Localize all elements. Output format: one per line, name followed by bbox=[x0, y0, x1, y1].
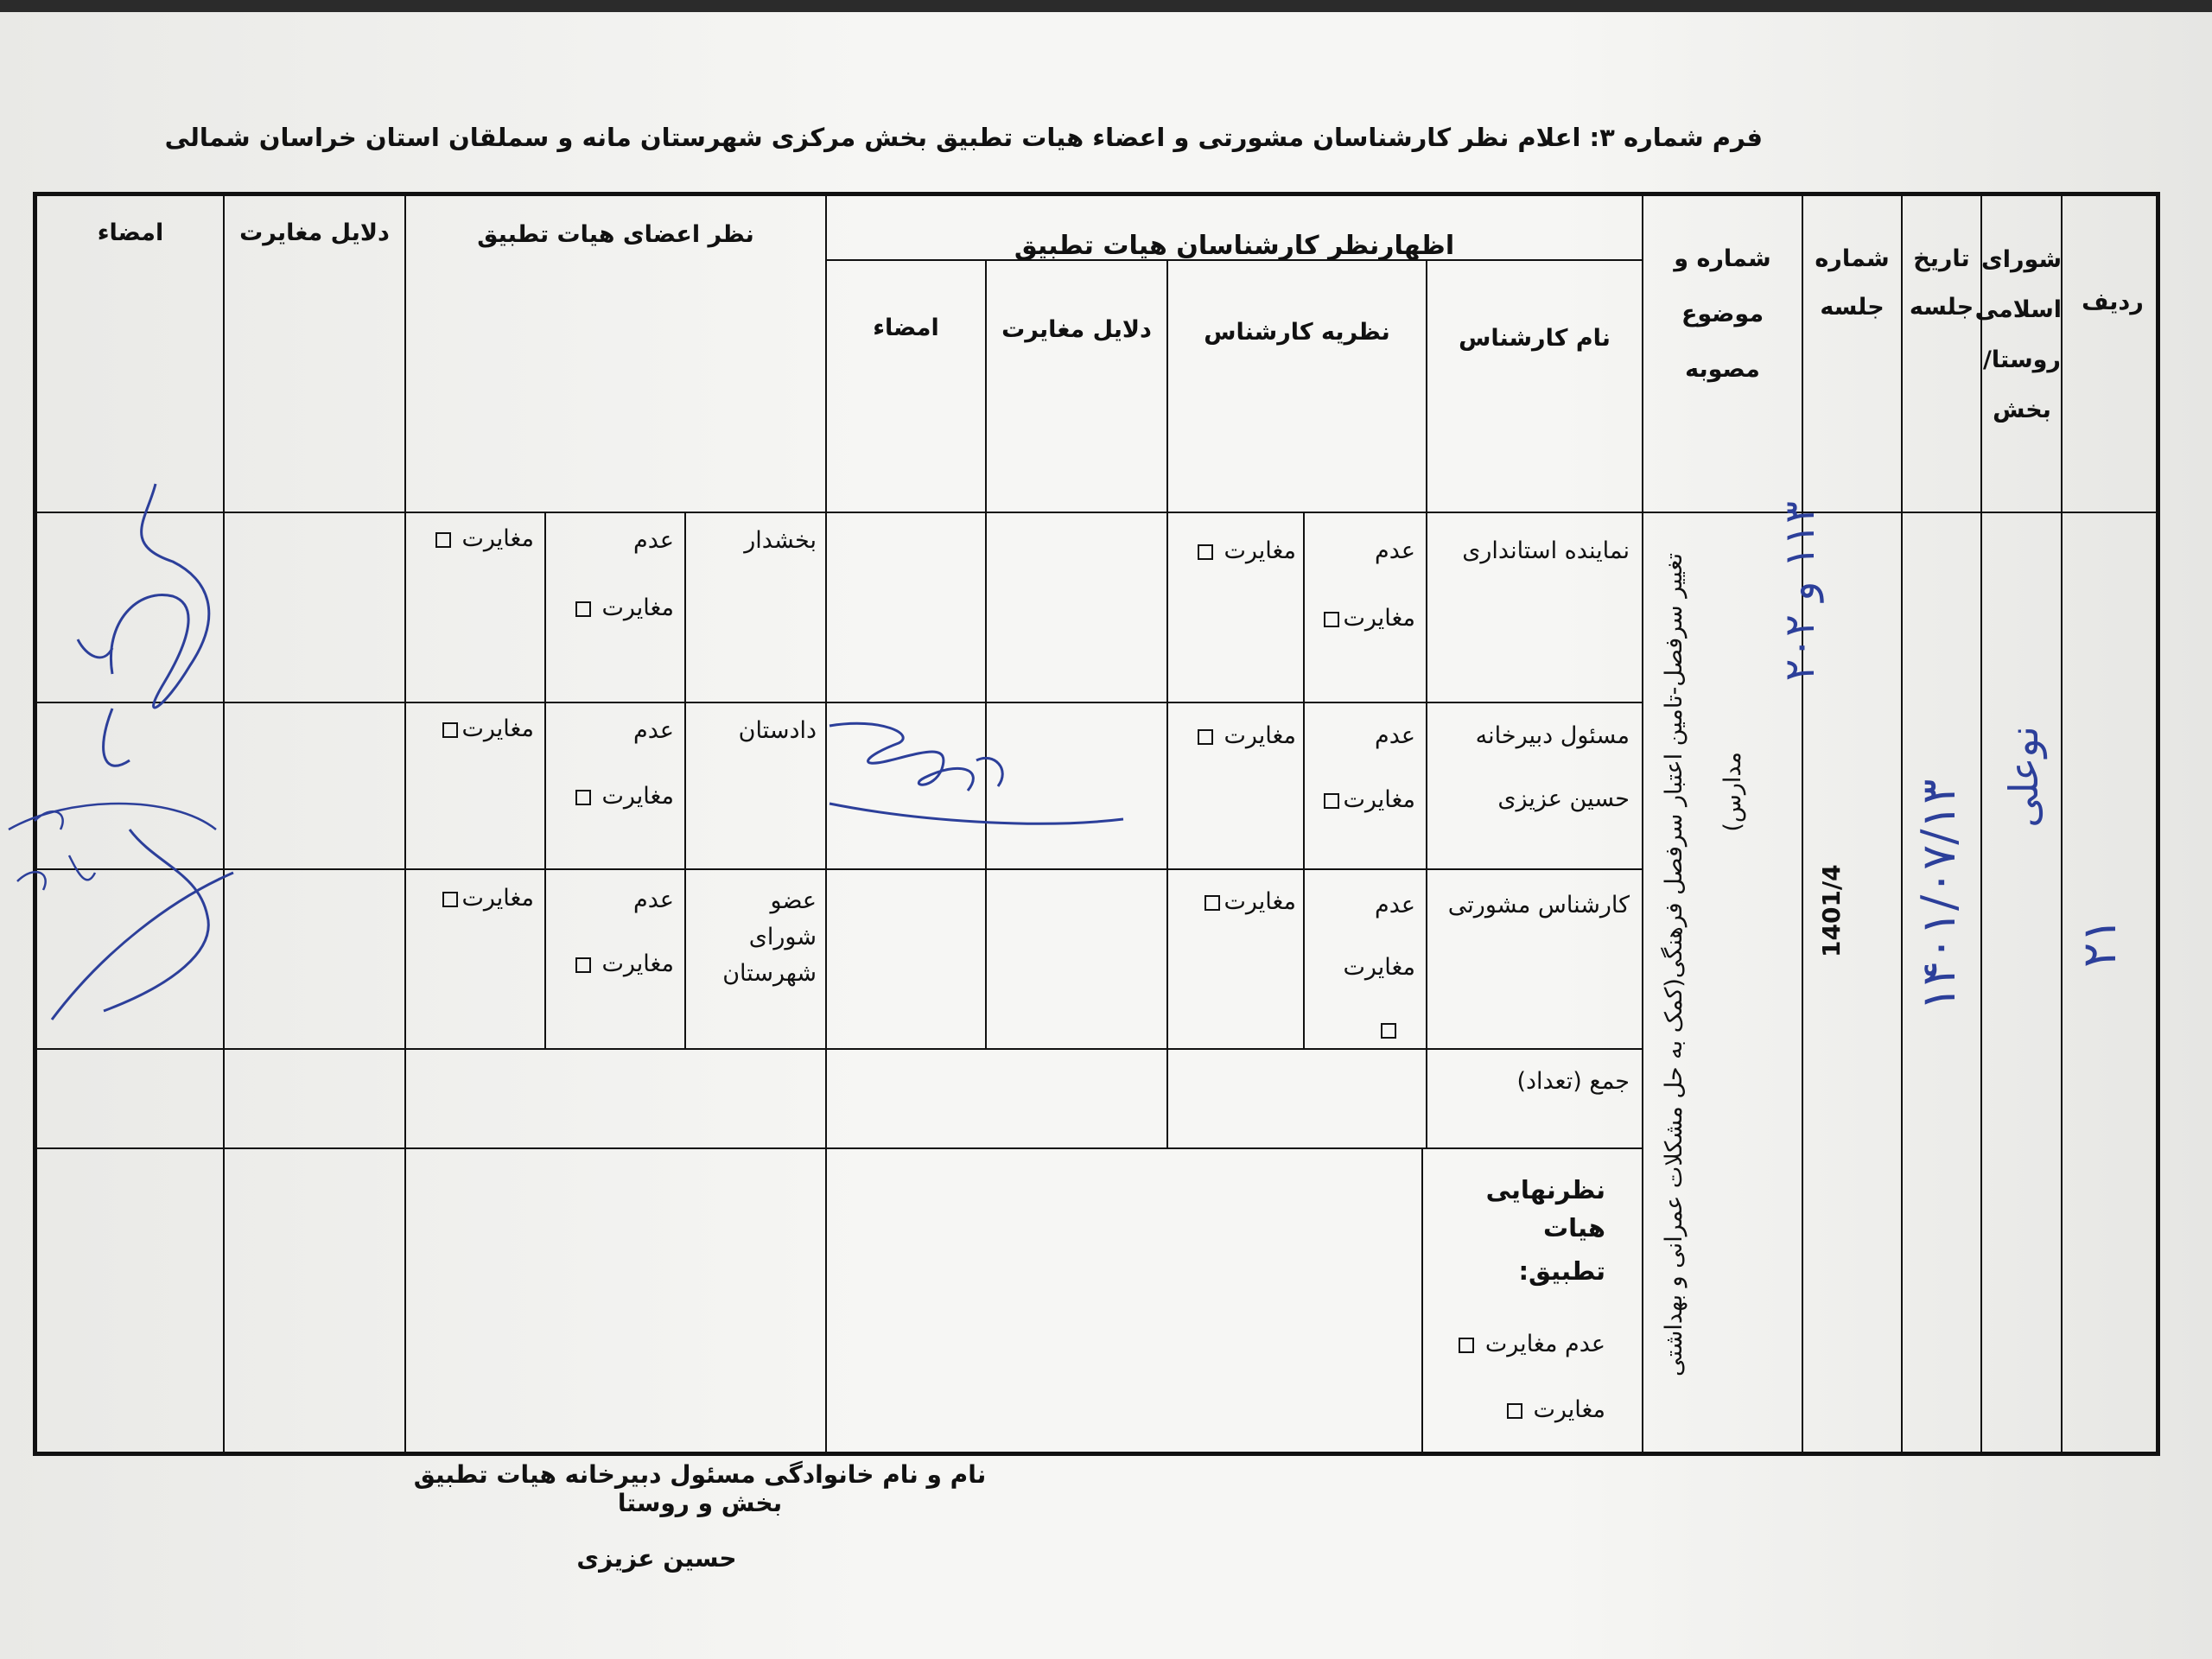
session-number-text: 1401/4 bbox=[1817, 864, 1846, 957]
checkbox[interactable] bbox=[575, 790, 591, 805]
checkbox[interactable] bbox=[1198, 729, 1213, 745]
opinion-label: مغایرت bbox=[1224, 888, 1296, 915]
opinion-adam-moghayerat[interactable] bbox=[1305, 783, 1415, 818]
member-name-line: شورای bbox=[748, 924, 817, 950]
rule bbox=[1303, 512, 1305, 1048]
opinion-adam: عدم bbox=[1375, 892, 1415, 918]
opinion-label: مغایرت bbox=[1224, 722, 1296, 749]
footer-name: حسین عزیزی bbox=[576, 1544, 737, 1573]
village-handwritten bbox=[2000, 726, 2052, 899]
final-moghayerat[interactable] bbox=[1426, 1393, 1605, 1428]
opinion-adam: عدم bbox=[1375, 537, 1415, 564]
final-label: مغایرت bbox=[1533, 1396, 1605, 1423]
rule bbox=[1166, 259, 1168, 1147]
rule bbox=[544, 512, 546, 1048]
member-adam: عدم bbox=[633, 717, 674, 744]
header-members-signature: امضاء bbox=[97, 219, 164, 246]
rule bbox=[33, 1048, 1642, 1050]
checkbox[interactable] bbox=[442, 892, 458, 907]
opinion-moghayerat[interactable] bbox=[1175, 534, 1296, 569]
checkbox[interactable] bbox=[1205, 895, 1220, 911]
member-name-3 bbox=[691, 883, 817, 992]
header-mosavabe-line: مصوبه bbox=[1685, 356, 1760, 383]
header-shomare-jalase bbox=[1803, 235, 1901, 332]
total-label: جمع (تعداد) bbox=[1516, 1068, 1630, 1095]
opinion-adam-moghayerat[interactable] bbox=[1305, 601, 1415, 637]
opinion-label: مغایرت bbox=[1343, 605, 1415, 632]
member-name-line: شهرستان bbox=[722, 960, 817, 987]
member-name-1: بخشدار bbox=[744, 527, 817, 554]
opinion-moghayerat[interactable] bbox=[1175, 719, 1296, 754]
header-mosavabe-line: شماره و bbox=[1674, 245, 1771, 272]
opinion-label: مغایرت bbox=[601, 950, 674, 977]
checkbox[interactable] bbox=[1324, 612, 1339, 627]
header-radif: ردیف bbox=[2082, 289, 2144, 315]
header-tarikh-line: جلسه bbox=[1909, 294, 1974, 321]
final-label-2: تطبیق: bbox=[1518, 1256, 1605, 1286]
header-experts-group: اظهارنظر کارشناسان هیات تطبیق bbox=[1014, 231, 1455, 261]
opinion-label: مغایرت bbox=[461, 715, 534, 742]
header-expert-opinion: نظریه کارشناس bbox=[1204, 319, 1390, 346]
member-adam-moghayerat[interactable] bbox=[553, 947, 674, 982]
checkbox[interactable] bbox=[1459, 1338, 1474, 1353]
final-label: نظرنهایی هیات bbox=[1485, 1175, 1605, 1243]
row-number-text: ۲۱ bbox=[2072, 917, 2126, 968]
village-text: نوعلی bbox=[2000, 726, 2047, 828]
member-adam: عدم bbox=[633, 887, 674, 913]
rule bbox=[684, 512, 686, 1048]
header-mosavabe bbox=[1643, 232, 1802, 397]
rule bbox=[33, 702, 1642, 703]
member-moghayerat[interactable] bbox=[411, 522, 534, 557]
header-shora bbox=[1974, 235, 2062, 435]
header-tarikh bbox=[1903, 235, 1980, 332]
form-title: فرم شماره ۳: اعلام نظر کارشناسان مشورتی و اعضاء هیات تطبیق بخش مرکزی شهرستان مانه و سملقان استان خراسان شمالی bbox=[164, 123, 1763, 152]
header-jalase-line: شماره bbox=[1815, 245, 1890, 272]
expert-name-2: مسئول دبیرخانه bbox=[1475, 722, 1630, 749]
photo-top-edge bbox=[0, 0, 2212, 12]
footer-label: نام و نام خانوادگی مسئول دبیرخانه هیات تطبیق بخش و روستا bbox=[413, 1460, 987, 1517]
member-adam-moghayerat[interactable] bbox=[553, 591, 674, 626]
rule bbox=[33, 512, 2160, 513]
session-date-text: ۱۴۰۱/۰۷/۱۳ bbox=[1911, 779, 1966, 1011]
header-members-group: نظر اعضای هیات تطبیق bbox=[477, 221, 754, 248]
member-adam: عدم bbox=[633, 527, 674, 554]
member-moghayerat[interactable] bbox=[411, 712, 534, 747]
signature-expert-secretary bbox=[812, 709, 1141, 838]
resolution-subject-2 bbox=[1719, 752, 1754, 855]
expert-name-2b: حسین عزیزی bbox=[1497, 785, 1630, 812]
opinion-label: مغایرت bbox=[601, 594, 674, 621]
resolution-subject-2-text: مدارس) bbox=[1719, 752, 1746, 832]
final-label: عدم مغایرت bbox=[1484, 1331, 1605, 1357]
checkbox[interactable] bbox=[575, 957, 591, 973]
opinion-checkbox-row3[interactable] bbox=[1313, 1013, 1400, 1048]
header-members-reasons: دلایل مغایرت bbox=[239, 219, 390, 246]
member-adam-moghayerat[interactable] bbox=[553, 779, 674, 815]
expert-name-3: کارشناس مشورتی bbox=[1447, 892, 1630, 918]
rule bbox=[985, 259, 987, 1048]
member-moghayerat[interactable] bbox=[411, 881, 534, 917]
header-tarikh-line: تاریخ bbox=[1913, 245, 1970, 272]
final-adam-moghayerat[interactable] bbox=[1426, 1327, 1605, 1363]
checkbox[interactable] bbox=[435, 532, 451, 548]
checkbox[interactable] bbox=[1198, 544, 1213, 560]
checkbox[interactable] bbox=[575, 601, 591, 617]
resolution-number-handwritten bbox=[1776, 501, 1827, 691]
rule bbox=[1901, 192, 1903, 1456]
opinion-moghayerat[interactable] bbox=[1175, 885, 1296, 920]
resolution-subject bbox=[1661, 553, 1700, 1417]
opinion-label: مغایرت bbox=[601, 783, 674, 810]
header-expert-name: نام کارشناس bbox=[1459, 325, 1611, 352]
opinion-label: مغایرت bbox=[461, 525, 534, 552]
resolution-number-text: ۱۱۳ و ۲۰۲ bbox=[1776, 501, 1824, 682]
rule bbox=[1802, 192, 1803, 1456]
opinion-adam: عدم bbox=[1375, 722, 1415, 749]
opinion-label: مغایرت bbox=[461, 885, 534, 912]
header-expert-reasons: دلایل مغایرت bbox=[1001, 316, 1152, 343]
session-number bbox=[1817, 785, 1852, 957]
rule bbox=[33, 1147, 1642, 1149]
header-shora-line: اسلامی bbox=[1974, 296, 2062, 323]
rule bbox=[404, 192, 406, 1456]
checkbox[interactable] bbox=[442, 722, 458, 738]
rule bbox=[1421, 1147, 1423, 1456]
header-mosavabe-line: موضوع bbox=[1681, 301, 1764, 327]
signature-members bbox=[0, 467, 259, 1028]
opinion-label: مغایرت bbox=[1343, 786, 1415, 813]
row-number-handwritten bbox=[2072, 864, 2124, 968]
member-name-line: عضو bbox=[770, 887, 817, 914]
checkbox[interactable] bbox=[1507, 1403, 1522, 1419]
expert-name-1: نماینده استانداری bbox=[1462, 537, 1630, 564]
rule bbox=[33, 868, 1642, 870]
session-date-handwritten bbox=[1911, 752, 1972, 1011]
header-shora-line: بخش bbox=[1993, 397, 2051, 423]
resolution-subject-text: تغییر سرفصل-تامین اعتبار سرفصل فرهنگی(کمک به حل مشکلات عمرانی و بهداشتی bbox=[1661, 553, 1688, 1376]
checkbox[interactable] bbox=[1381, 1023, 1396, 1039]
opinion-label: مغایرت bbox=[1224, 537, 1296, 564]
checkbox[interactable] bbox=[1324, 793, 1339, 809]
header-expert-signature: امضاء bbox=[873, 315, 939, 341]
rule bbox=[1426, 259, 1427, 1147]
member-name-2: دادستان bbox=[738, 717, 817, 744]
opinion-moghayerat-label: مغایرت bbox=[1343, 954, 1415, 981]
header-jalase-line: جلسه bbox=[1820, 294, 1885, 321]
header-shora-line: شورای bbox=[1980, 246, 2062, 273]
header-shora-line: روستا/ bbox=[1983, 346, 2061, 373]
